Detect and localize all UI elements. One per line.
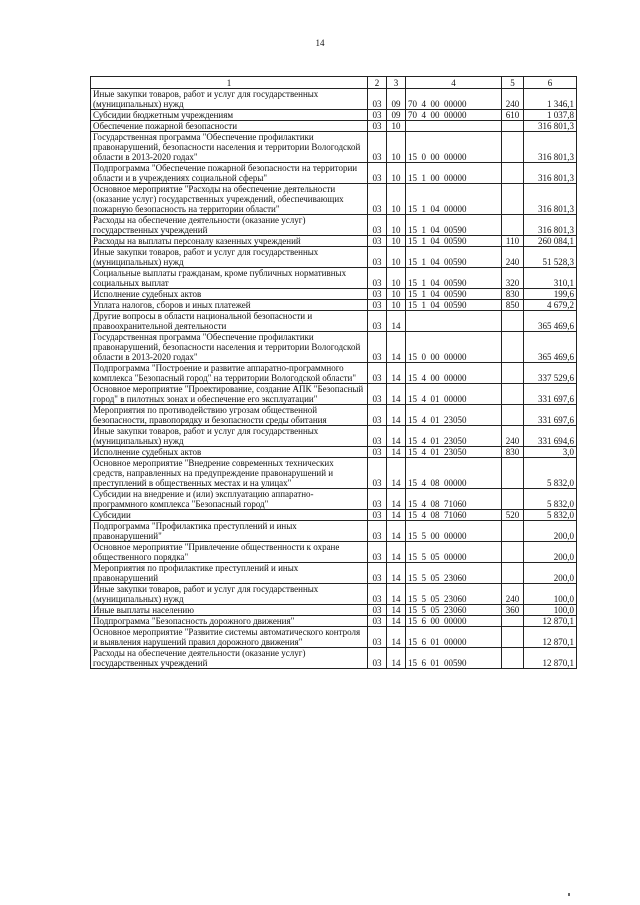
row-c3-cell: 10	[387, 236, 406, 247]
row-name-cell: Основное мероприятие "Привлечение общественности к охране общественного порядка"	[91, 542, 368, 563]
row-name-cell: Подпрограмма "Обеспечение пожарной безопасности на территории области и в учреждениях социальной сферы"	[91, 163, 368, 184]
row-c2-cell: 03	[368, 110, 387, 121]
row-name-cell: Государственная программа "Обеспечение профилактики правонарушений, безопасности населения и территории Вологодской области в 2013-2020 годах"	[91, 332, 368, 363]
row-c6-cell: 337 529,6	[524, 363, 577, 384]
table-row	[91, 332, 577, 363]
row-c6-cell: 316 801,3	[524, 132, 577, 163]
row-c4-cell: 15 4 08 71060	[406, 510, 502, 521]
row-c2-cell: 03	[368, 300, 387, 311]
row-c5-cell: 240	[502, 247, 524, 268]
row-c3-cell: 10	[387, 132, 406, 163]
row-c3-cell: 14	[387, 311, 406, 332]
row-c4-cell: 15 4 01 23050	[406, 405, 502, 426]
row-c6-cell: 331 697,6	[524, 405, 577, 426]
row-c6-cell: 200,0	[524, 563, 577, 584]
header-cell: 5	[502, 77, 524, 89]
row-c3-cell: 10	[387, 268, 406, 289]
row-c6-cell: 199,6	[524, 289, 577, 300]
row-name-cell: Иные выплаты населению	[91, 605, 368, 616]
row-c2-cell: 03	[368, 542, 387, 563]
row-c3-cell: 14	[387, 489, 406, 510]
row-c2-cell: 03	[368, 132, 387, 163]
row-name-cell: Мероприятия по противодействию угрозам общественной безопасности, правопорядку и безопасности среды обитания	[91, 405, 368, 426]
row-name-cell: Подпрограмма "Безопасность дорожного движения"	[91, 616, 368, 627]
row-name-cell: Исполнение судебных актов	[91, 447, 368, 458]
row-c5-cell: 320	[502, 268, 524, 289]
table-row	[91, 510, 577, 521]
row-c6-cell: 100,0	[524, 584, 577, 605]
scan-mark	[568, 893, 570, 896]
row-name-cell: Основное мероприятие "Расходы на обеспечение деятельности (оказание услуг) государственных учреждений, обеспечивающих пожарную безопасность на территории области"	[91, 184, 368, 215]
row-c4-cell: 15 5 00 00000	[406, 521, 502, 542]
row-c4-cell: 70 4 00 00000	[406, 89, 502, 110]
table-row	[91, 384, 577, 405]
row-c4-cell: 15 1 04 00590	[406, 215, 502, 236]
row-c3-cell: 14	[387, 458, 406, 489]
table-row	[91, 184, 577, 215]
row-c6-cell: 4 679,2	[524, 300, 577, 311]
row-c4-cell: 15 4 01 23050	[406, 447, 502, 458]
row-name-cell: Другие вопросы в области национальной безопасности и правоохранительной деятельности	[91, 311, 368, 332]
row-name-cell: Обеспечение пожарной безопасности	[91, 121, 368, 132]
table-row	[91, 163, 577, 184]
row-c4-cell: 15 4 00 00000	[406, 363, 502, 384]
row-c4-cell: 15 4 01 00000	[406, 384, 502, 405]
row-c5-cell: 240	[502, 426, 524, 447]
row-c4-cell: 15 1 04 00590	[406, 289, 502, 300]
row-c2-cell: 03	[368, 89, 387, 110]
row-c3-cell: 14	[387, 510, 406, 521]
row-c4-cell: 15 6 00 00000	[406, 616, 502, 627]
row-c2-cell: 03	[368, 184, 387, 215]
row-c3-cell: 14	[387, 384, 406, 405]
row-c4-cell: 15 1 04 00590	[406, 268, 502, 289]
row-c3-cell: 14	[387, 447, 406, 458]
row-c5-cell: 110	[502, 236, 524, 247]
row-c4-cell: 15 4 08 71060	[406, 489, 502, 510]
row-c2-cell: 03	[368, 584, 387, 605]
row-c5-cell	[502, 163, 524, 184]
row-c2-cell: 03	[368, 384, 387, 405]
row-c3-cell: 14	[387, 616, 406, 627]
row-c6-cell: 100,0	[524, 605, 577, 616]
row-c3-cell: 14	[387, 648, 406, 669]
table-row	[91, 648, 577, 669]
header-cell: 3	[387, 77, 406, 89]
row-c3-cell: 10	[387, 184, 406, 215]
row-c6-cell: 365 469,6	[524, 311, 577, 332]
row-c2-cell: 03	[368, 268, 387, 289]
row-c3-cell: 14	[387, 426, 406, 447]
row-c6-cell: 51 528,3	[524, 247, 577, 268]
page-number: 14	[315, 38, 325, 48]
row-c2-cell: 03	[368, 163, 387, 184]
row-c6-cell: 316 801,3	[524, 121, 577, 132]
row-c3-cell: 10	[387, 289, 406, 300]
row-c4-cell: 15 1 00 00000	[406, 163, 502, 184]
row-c4-cell: 15 6 01 00590	[406, 648, 502, 669]
row-c4-cell: 15 1 04 00590	[406, 247, 502, 268]
row-c6-cell: 310,1	[524, 268, 577, 289]
row-name-cell: Субсидии	[91, 510, 368, 521]
row-name-cell: Подпрограмма "Построение и развитие аппаратно-программного комплекса "Безопасный город" на территории Вологодской области"	[91, 363, 368, 384]
row-c4-cell: 15 4 08 00000	[406, 458, 502, 489]
row-c5-cell	[502, 458, 524, 489]
row-c5-cell	[502, 363, 524, 384]
row-name-cell: Субсидии бюджетным учреждениям	[91, 110, 368, 121]
row-c6-cell: 5 832,0	[524, 510, 577, 521]
row-c5-cell	[502, 542, 524, 563]
row-c6-cell: 1 037,8	[524, 110, 577, 121]
row-c5-cell	[502, 332, 524, 363]
row-c5-cell: 520	[502, 510, 524, 521]
row-c5-cell	[502, 648, 524, 669]
row-c5-cell	[502, 563, 524, 584]
row-c2-cell: 03	[368, 616, 387, 627]
row-name-cell: Расходы на обеспечение деятельности (оказание услуг) государственных учреждений	[91, 648, 368, 669]
row-c6-cell: 200,0	[524, 542, 577, 563]
row-c2-cell: 03	[368, 426, 387, 447]
row-c5-cell: 360	[502, 605, 524, 616]
row-name-cell: Мероприятия по профилактике преступлений и иных правонарушений	[91, 563, 368, 584]
row-name-cell: Иные закупки товаров, работ и услуг для государственных (муниципальных) нужд	[91, 89, 368, 110]
table-row	[91, 563, 577, 584]
row-c6-cell: 12 870,1	[524, 648, 577, 669]
header-cell: 2	[368, 77, 387, 89]
row-c4-cell	[406, 311, 502, 332]
row-c4-cell: 15 5 05 23060	[406, 563, 502, 584]
row-c3-cell: 10	[387, 121, 406, 132]
table-row	[91, 542, 577, 563]
row-c2-cell: 03	[368, 405, 387, 426]
table-row	[91, 89, 577, 110]
row-c6-cell: 365 469,6	[524, 332, 577, 363]
table-row	[91, 363, 577, 384]
row-c2-cell: 03	[368, 289, 387, 300]
table-row	[91, 616, 577, 627]
table-row	[91, 405, 577, 426]
row-c5-cell	[502, 521, 524, 542]
row-c2-cell: 03	[368, 247, 387, 268]
table-row	[91, 247, 577, 268]
row-c6-cell: 331 697,6	[524, 384, 577, 405]
row-c2-cell: 03	[368, 447, 387, 458]
row-c3-cell: 14	[387, 405, 406, 426]
table-row	[91, 426, 577, 447]
table-row	[91, 215, 577, 236]
row-c2-cell: 03	[368, 311, 387, 332]
row-c3-cell: 14	[387, 363, 406, 384]
row-c2-cell: 03	[368, 605, 387, 616]
row-c3-cell: 14	[387, 521, 406, 542]
row-c6-cell: 12 870,1	[524, 627, 577, 648]
row-c3-cell: 14	[387, 563, 406, 584]
row-c2-cell: 03	[368, 648, 387, 669]
row-c6-cell: 260 084,1	[524, 236, 577, 247]
table-row	[91, 458, 577, 489]
table-row	[91, 311, 577, 332]
row-c5-cell	[502, 405, 524, 426]
row-c3-cell: 14	[387, 332, 406, 363]
row-c5-cell	[502, 132, 524, 163]
row-name-cell: Расходы на выплаты персоналу казенных учреждений	[91, 236, 368, 247]
row-c5-cell	[502, 184, 524, 215]
row-c3-cell: 14	[387, 627, 406, 648]
row-c6-cell: 12 870,1	[524, 616, 577, 627]
row-c5-cell	[502, 384, 524, 405]
row-name-cell: Государственная программа "Обеспечение профилактики правонарушений, безопасности населения и территории Вологодской области в 2013-2020 годах"	[91, 132, 368, 163]
header-cell: 4	[406, 77, 502, 89]
row-c2-cell: 03	[368, 563, 387, 584]
row-c3-cell: 14	[387, 542, 406, 563]
row-c4-cell: 15 6 01 00000	[406, 627, 502, 648]
table-row	[91, 236, 577, 247]
row-c5-cell	[502, 215, 524, 236]
row-name-cell: Основное мероприятие "Развитие системы автоматического контроля и выявления нарушений правил дорожного движения"	[91, 627, 368, 648]
row-name-cell: Социальные выплаты гражданам, кроме публичных нормативных социальных выплат	[91, 268, 368, 289]
row-c4-cell: 15 4 01 23050	[406, 426, 502, 447]
header-cell: 6	[524, 77, 577, 89]
row-c5-cell: 830	[502, 447, 524, 458]
row-c2-cell: 03	[368, 363, 387, 384]
row-c4-cell: 15 5 05 23060	[406, 605, 502, 616]
row-name-cell: Иные закупки товаров, работ и услуг для государственных (муниципальных) нужд	[91, 247, 368, 268]
row-c3-cell: 10	[387, 247, 406, 268]
row-name-cell: Уплата налогов, сборов и иных платежей	[91, 300, 368, 311]
row-name-cell: Основное мероприятие "Внедрение современных технических средств, направленных на предупреждение правонарушений и преступлений в общественных местах и на улицах"	[91, 458, 368, 489]
row-c5-cell: 610	[502, 110, 524, 121]
table-row	[91, 605, 577, 616]
row-name-cell: Иные закупки товаров, работ и услуг для государственных (муниципальных) нужд	[91, 584, 368, 605]
table-row	[91, 300, 577, 311]
row-c2-cell: 03	[368, 215, 387, 236]
row-name-cell: Основное мероприятие "Проектирование, создание АПК "Безопасный город" в пилотных зонах и обеспечение его эксплуатации"	[91, 384, 368, 405]
row-c6-cell: 3,0	[524, 447, 577, 458]
header-cell: 1	[91, 77, 368, 89]
row-c6-cell: 5 832,0	[524, 458, 577, 489]
table-row	[91, 447, 577, 458]
row-c3-cell: 10	[387, 215, 406, 236]
row-c3-cell: 14	[387, 605, 406, 616]
row-c2-cell: 03	[368, 121, 387, 132]
row-c2-cell: 03	[368, 489, 387, 510]
row-c4-cell: 15 5 05 23060	[406, 584, 502, 605]
row-c5-cell: 830	[502, 289, 524, 300]
row-c4-cell: 15 0 00 00000	[406, 132, 502, 163]
table-row	[91, 289, 577, 300]
budget-table	[90, 76, 577, 669]
row-name-cell: Исполнение судебных актов	[91, 289, 368, 300]
row-c5-cell	[502, 489, 524, 510]
row-c2-cell: 03	[368, 236, 387, 247]
row-c5-cell: 850	[502, 300, 524, 311]
row-c4-cell: 15 5 05 00000	[406, 542, 502, 563]
row-c6-cell: 331 694,6	[524, 426, 577, 447]
row-c3-cell: 10	[387, 163, 406, 184]
row-c2-cell: 03	[368, 332, 387, 363]
row-name-cell: Субсидии на внедрение и (или) эксплуатацию аппаратно-программного комплекса "Безопасный город"	[91, 489, 368, 510]
row-c2-cell: 03	[368, 458, 387, 489]
row-c5-cell	[502, 121, 524, 132]
row-c4-cell	[406, 121, 502, 132]
row-c5-cell: 240	[502, 89, 524, 110]
row-c4-cell: 15 0 00 00000	[406, 332, 502, 363]
row-c6-cell: 5 832,0	[524, 489, 577, 510]
row-c4-cell: 15 1 04 00000	[406, 184, 502, 215]
row-name-cell: Расходы на обеспечение деятельности (оказание услуг) государственных учреждений	[91, 215, 368, 236]
row-c6-cell: 316 801,3	[524, 184, 577, 215]
row-c5-cell	[502, 616, 524, 627]
row-c4-cell: 15 1 04 00590	[406, 300, 502, 311]
row-c2-cell: 03	[368, 627, 387, 648]
row-c2-cell: 03	[368, 521, 387, 542]
table-row	[91, 489, 577, 510]
table-row	[91, 121, 577, 132]
row-c5-cell	[502, 311, 524, 332]
table-row	[91, 627, 577, 648]
row-c4-cell: 15 1 04 00590	[406, 236, 502, 247]
table-header-row	[91, 77, 577, 89]
row-c6-cell: 316 801,3	[524, 163, 577, 184]
row-c2-cell: 03	[368, 510, 387, 521]
row-name-cell: Подпрограмма "Профилактика преступлений и иных правонарушений"	[91, 521, 368, 542]
table-row	[91, 521, 577, 542]
table-row	[91, 110, 577, 121]
row-c5-cell: 240	[502, 584, 524, 605]
row-c3-cell: 09	[387, 110, 406, 121]
row-c5-cell	[502, 627, 524, 648]
row-c3-cell: 10	[387, 300, 406, 311]
table-row	[91, 268, 577, 289]
row-c3-cell: 14	[387, 584, 406, 605]
table-row	[91, 584, 577, 605]
row-c6-cell: 316 801,3	[524, 215, 577, 236]
row-c6-cell: 200,0	[524, 521, 577, 542]
row-name-cell: Иные закупки товаров, работ и услуг для государственных (муниципальных) нужд	[91, 426, 368, 447]
table-row	[91, 132, 577, 163]
row-c6-cell: 1 346,1	[524, 89, 577, 110]
row-c4-cell: 70 4 00 00000	[406, 110, 502, 121]
row-c3-cell: 09	[387, 89, 406, 110]
